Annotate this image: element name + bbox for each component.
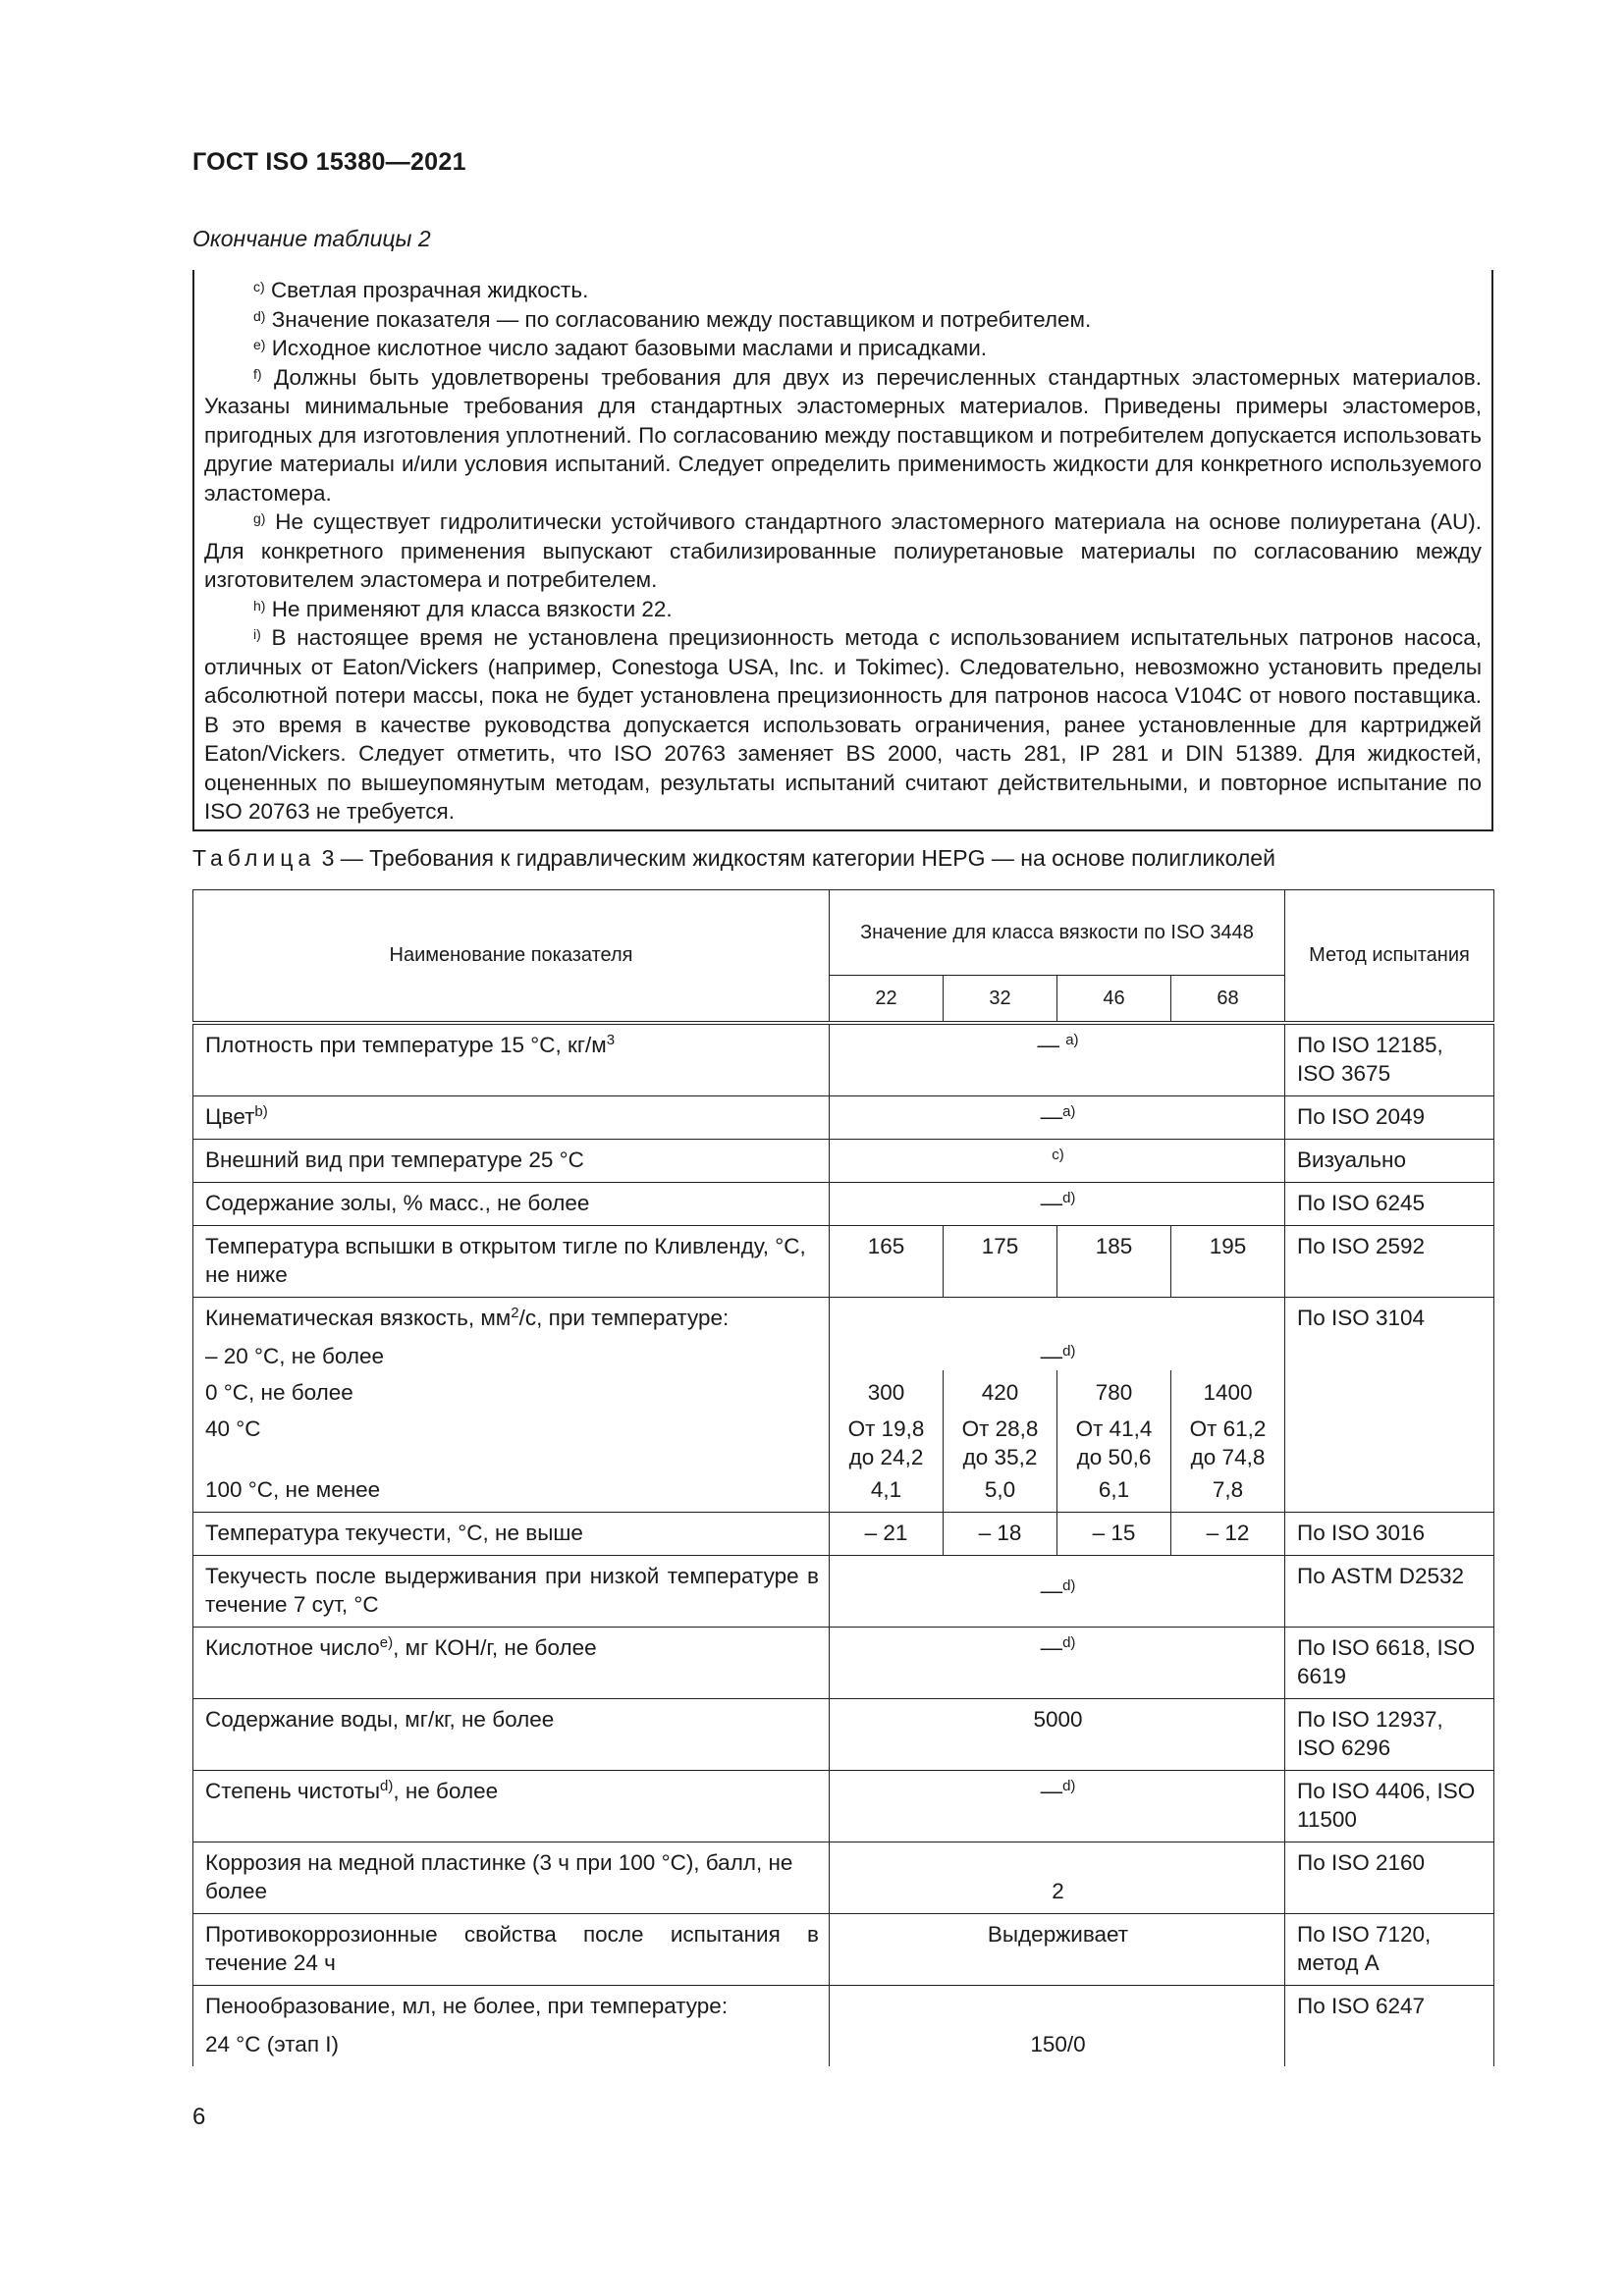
table-row: Температура текучести, °С, не выше – 21 – 18 – 15 – 12 По ISO 3016 (193, 1513, 1494, 1556)
footnote: $^{c)}$ Светлая прозрачная жидкость. (253, 278, 589, 302)
table-row: Цвет$^{b)}$ —$^{а)}$ По ISO 2049 (193, 1096, 1494, 1140)
table-row: Содержание золы, % масс., не более —$^{d)}$ По ISO 6245 (193, 1183, 1494, 1226)
footnote: $^{e)}$ Исходное кислотное число задают базовыми маслами и присадками. (253, 336, 988, 360)
footnote: $^{d)}$ Значение показателя — по согласованию между поставщиком и потребителем. (253, 306, 1092, 332)
table-caption: Таблица 3 — Требования к гидравлическим жидкостям категории HEPG — на основе полигликолей (192, 845, 1275, 871)
table-row: 40 °С От 19,8 до 24,2 От 28,8 до 35,2 От 41,4 до 50,6 От 61,2 до 74,8 (193, 1407, 1494, 1471)
table-row: Степень чистоты$^{d)}$, не более —$^{d)}$ По ISO 4406, ISO 11500 (193, 1771, 1494, 1842)
table-row: Коррозия на медной пластинке (3 ч при 100 °С), балл, не более 2 По ISO 2160 (193, 1842, 1494, 1914)
table-row: Текучесть после выдерживания при низкой температуре в течение 7 сут, °С —$^{d)}$ По ASTM D2532 (193, 1556, 1494, 1628)
viscosity-class-32: 32 (944, 976, 1057, 1024)
page-number: 6 (192, 2104, 206, 2130)
footnote: $^{h)}$ Не применяют для класса вязкости 22. (253, 596, 673, 621)
footnote: $^{f)}$ Должны быть удовлетворены требования для двух из перечисленных стандартных эластомерных материалов. Указаны минимальные требования для стандартных эластомерных материалов. Приведены примеры эластомеров, пригодных для изготовления уплотнений. По согласованию между поставщиком и потребителем допускается использовать другие материалы и/или условия испытаний. Следует определить применимость жидкости для конкретного используемого эластомера. (204, 364, 1482, 506)
requirements-table (192, 889, 1494, 2066)
table-row: Кинематическая вязкость, $мм^2/с$, при температуре: – 20 °С, не более —$^{d)}$ По ISO 3104 (193, 1298, 1494, 1371)
column-header-name: Наименование показателя (193, 890, 830, 1024)
document-title: ГОСТ ISO 15380—2021 (192, 148, 466, 176)
table-continuation-label: Окончание таблицы 2 (192, 226, 431, 251)
column-header-method: Метод испытания (1285, 890, 1494, 1024)
footnote: $^{g)}$ Не существует гидролитически устойчивого стандартного эластомерного материала на основе полиуретана (AU). Для конкретного применения выпускают стабилизированные полиуретановые материалы по согласованию между изготовителем эластомера и потребителем. (204, 509, 1482, 592)
footnote: $^{i)}$ В настоящее время не установлена прецизионность метода с использованием испытательных патронов насоса, отличных от Eaton/Vickers (например, Conestoga USA, Inc. и Tokimec). Следовательно, невозможно установить пределы абсолютной потери массы, пока не будет установлена прецизионность для патронов насоса V104C от нового поставщика. В это время в качестве руководства допускается использовать ограничения, ранее установленные для картриджей Eaton/Vickers. Следует отметить, что ISO 20763 заменяет BS 2000, часть 281, IP 281 и DIN 51389. Для жидкостей, оцененных по вышеупомянутым методам, результаты испытаний считают действительными, и повторное испытание по ISO 20763 не требуется. (204, 625, 1482, 824)
table-row: Температура вспышки в открытом тигле по Кливленду, °С, не ниже 165 175 185 195 По ISO 2592 (193, 1226, 1494, 1298)
column-header-values: Значение для класса вязкости по ISO 3448 (830, 890, 1285, 976)
table-row: 100 °С, не менее 4,1 5,0 6,1 7,8 (193, 1471, 1494, 1513)
table-row: Внешний вид при температуре 25 °С $^{с)}$ Визуально (193, 1140, 1494, 1183)
table-row: Пенообразование, мл, не более, при температуре: 24 °С (этап I) 150/0 По ISO 6247 (193, 1986, 1494, 2067)
table-row: Кислотное число$^{е)}$, мг КОН/г, не более —$^{d)}$ По ISO 6618, ISO 6619 (193, 1628, 1494, 1699)
viscosity-class-46: 46 (1057, 976, 1171, 1024)
table-row: 0 °С, не более 300 420 780 1400 (193, 1370, 1494, 1407)
table-row: Противокоррозионные свойства после испытания в течение 24 ч Выдерживает По ISO 7120, метод А (193, 1914, 1494, 1986)
footnotes-box (192, 270, 1493, 831)
viscosity-class-22: 22 (830, 976, 944, 1024)
table-row: Содержание воды, мг/кг, не более 5000 По ISO 12937, ISO 6296 (193, 1699, 1494, 1771)
viscosity-class-68: 68 (1171, 976, 1285, 1024)
table-row: Плотность при температуре 15 °С, $кг/м^3$ — $^{а)}$ По ISO 12185, ISO 3675 (193, 1023, 1494, 1096)
